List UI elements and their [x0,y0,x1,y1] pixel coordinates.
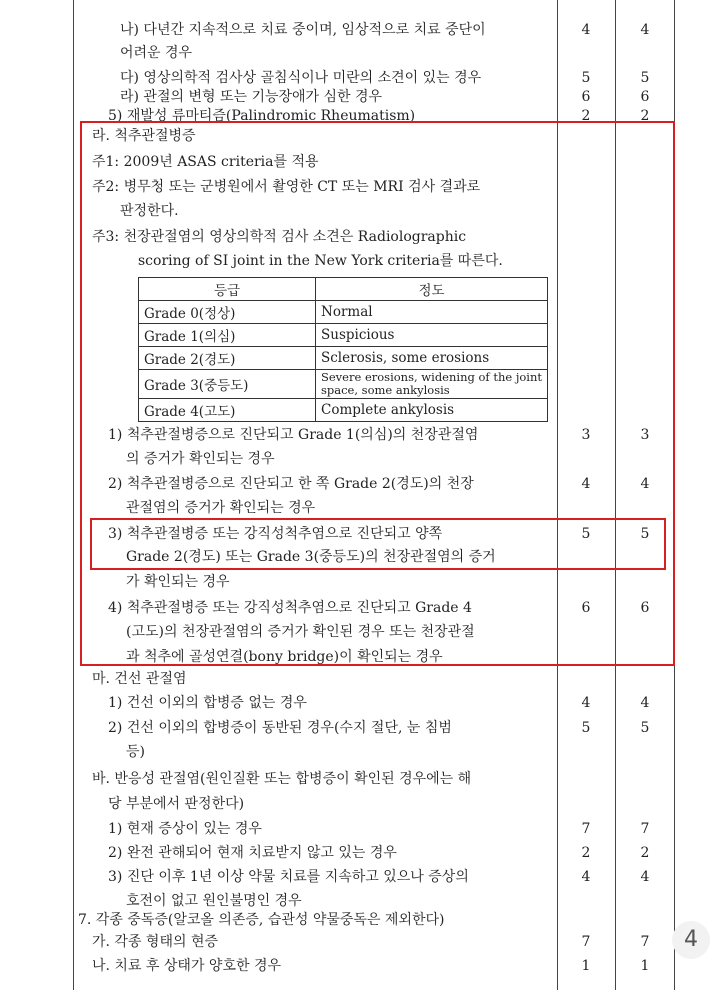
grade-value: 1 [640,958,650,974]
item-1-line-2: 의 증거가 확인되는 경우 [126,451,275,467]
grade-value: 7 [640,821,650,837]
table-cell: Suspicious [316,324,548,347]
item-3-highlight-box [90,518,666,570]
item-text: 호전이 없고 원인불명인 경우 [126,893,302,909]
item-text: 1) 현재 증상이 있는 경우 [108,821,262,837]
item-text: 1) 건선 이외의 합병증 없는 경우 [108,695,307,711]
grade-value: 5 [581,720,591,736]
item-text: 3) 진단 이후 1년 이상 약물 치료를 지속하고 있으나 증상의 [108,869,469,885]
grade-value: 5 [640,526,650,542]
table-cell: Sclerosis, some erosions [316,347,548,370]
item-3-line-2: Grade 2(경도) 또는 Grade 3(중등도)의 천장관절염의 증거 [126,549,496,565]
note-2-line-2: 판정한다. [120,203,179,219]
grade-value: 7 [581,821,591,837]
item-text: 나. 치료 후 상태가 양호한 경우 [92,958,281,974]
grade-value: 5 [581,526,591,542]
table-cell: Grade 0(정상) [139,301,316,324]
item-3-line-1: 3) 척추관절병증 또는 강직성척추염으로 진단되고 양쪽 [108,526,443,542]
note-1: 주1: 2009년 ASAS criteria를 적용 [92,154,319,170]
grade-value: 2 [640,108,650,124]
item-text: 2) 완전 관해되어 현재 치료받지 않고 있는 경우 [108,845,397,861]
table-cell: Complete ankylosis [316,399,548,422]
section-heading-cont: 당 부분에서 판정한다) [108,796,245,812]
row-text: 5) 재발성 류마티즘(Palindromic Rheumatism) [108,108,416,124]
row-text: 나) 다년간 지속적으로 치료 중이며, 임상적으로 치료 중단이 [120,22,486,38]
grade-value: 6 [640,600,650,616]
item-4-line-3: 과 척추에 골성연결(bony bridge)이 확인되는 경우 [126,649,443,665]
item-4-line-1: 4) 척추관절병증 또는 강직성척추염으로 진단되고 Grade 4 [108,600,472,616]
item-text: 가. 각종 형태의 현증 [92,934,218,950]
row-text: 라) 관절의 변형 또는 기능장애가 심한 경우 [120,89,383,105]
item-3-line-3: 가 확인되는 경우 [126,574,230,590]
table-cell: Grade 4(고도) [139,399,316,422]
note-3-line-2: scoring of SI joint in the New York criteria를 따른다. [138,253,503,269]
grade-value: 4 [640,695,650,711]
item-1-line-1: 1) 척추관절병증으로 진단되고 Grade 1(의심)의 천장관절염 [108,427,479,443]
grade-value: 5 [640,720,650,736]
grade-value: 4 [581,22,591,38]
table-header-grade: 등급 [139,278,316,301]
grade-value: 5 [640,70,650,86]
item-text: 등) [126,744,145,760]
section-heading: 라. 척추관절병증 [92,128,196,144]
table-cell: Grade 3(중등도) [139,370,316,399]
grade-value: 7 [640,934,650,950]
section-heading: 마. 건선 관절염 [92,671,187,687]
grade-value: 3 [581,427,591,443]
table-cell: Normal [316,301,548,324]
item-2-line-1: 2) 척추관절병증으로 진단되고 한 쪽 Grade 2(경도)의 천장 [108,476,474,492]
table-cell: Grade 1(의심) [139,324,316,347]
grade-value: 2 [581,108,591,124]
row-text: 다) 영상의학적 검사상 골침식이나 미란의 소견이 있는 경우 [120,70,482,86]
note-2-line-1: 주2: 병무청 또는 군병원에서 촬영한 CT 또는 MRI 검사 결과로 [92,179,481,195]
grade-value: 6 [640,89,650,105]
section-highlight-box [80,121,675,666]
grade-value: 4 [581,695,591,711]
grade-value: 2 [581,845,591,861]
note-3-line-1: 주3: 천장관절염의 영상의학적 검사 소견은 Radiolographic [92,229,467,245]
item-4-line-2: (고도)의 천장관절염의 증거가 확인된 경우 또는 천장관절 [126,624,475,640]
table-header-severity: 정도 [316,278,548,301]
page-number-badge[interactable]: 4 [672,921,710,959]
grade-value: 3 [640,427,650,443]
grade-value: 4 [640,869,650,885]
table-cell: Grade 2(경도) [139,347,316,370]
left-border-line [73,0,74,990]
table-cell: Severe erosions, widening of the joint space, some ankylosis [316,370,548,399]
item-text: 2) 건선 이외의 합병증이 동반된 경우(수지 절단, 눈 침범 [108,720,452,736]
grade-value: 4 [640,22,650,38]
grade-value: 7 [581,934,591,950]
grade-value: 5 [581,70,591,86]
grade-value: 4 [581,476,591,492]
grade-value: 1 [581,958,591,974]
section-heading: 7. 각종 중독증(알코올 의존증, 습관성 약물중독은 제외한다) [78,912,445,928]
grade-value: 2 [640,845,650,861]
row-text: 어려운 경우 [120,45,193,61]
grade-value: 6 [581,89,591,105]
grade-value: 4 [640,476,650,492]
grade-value: 6 [581,600,591,616]
grade-value: 4 [581,869,591,885]
section-heading: 바. 반응성 관절염(원인질환 또는 합병증이 확인된 경우에는 해 [92,771,472,787]
item-2-line-2: 관절염의 증거가 확인되는 경우 [126,500,316,516]
